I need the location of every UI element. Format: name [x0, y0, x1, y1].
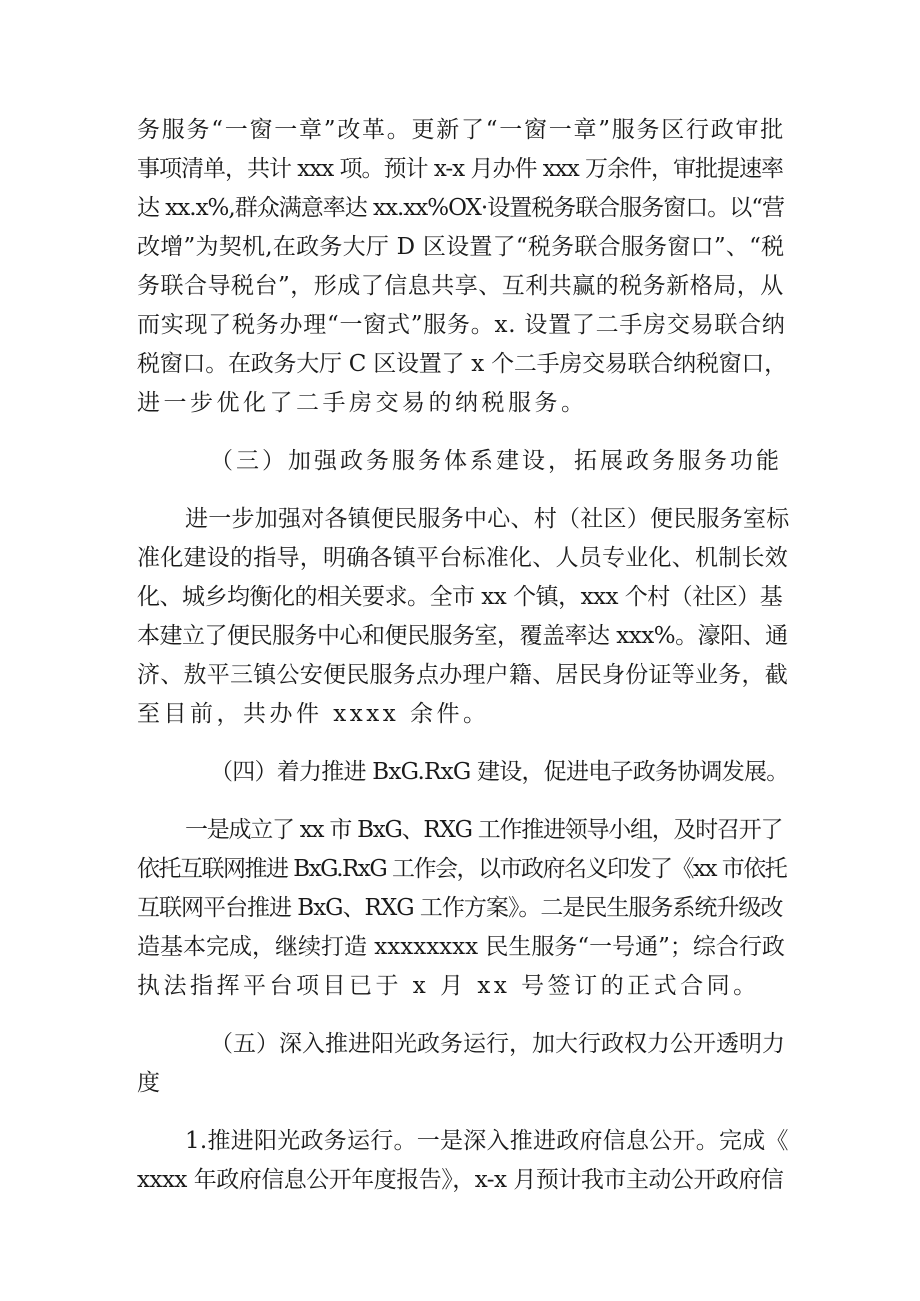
text-line: 执法指挥平台项目已于 x 月 xx 号签订的正式合同。 — [137, 973, 760, 999]
text-line: 化、城乡均衡化的相关要求。全市 xx 个镇，xxx 个村（社区）基 — [137, 584, 783, 610]
text-line: 事项清单，共计 xxx 项。预计 x-x 月办件 xxx 万余件，审批提速率 — [137, 156, 784, 182]
text-line: 进一步加强对各镇便民服务中心、村（社区）便民服务室标 — [185, 506, 790, 532]
text-line: 1.推进阳光政务运行。一是深入推进政府信息公开。完成《 — [185, 1128, 789, 1154]
text-line: 造基本完成，继续打造 xxxxxxxx 民生服务“一号通”；综合行政 — [137, 934, 785, 960]
heading-line: （五）深入推进阳光政务运行，加大行政权力公开透明力 — [210, 1031, 785, 1057]
text-line: 务服务“一窗一章”改革。更新了“一窗一章”服务区行政审批 — [137, 117, 786, 143]
text-line: 改增”为契机,在政务大厅 D 区设置了“税务联合服务窗口”、“税 — [137, 234, 785, 260]
heading-line: 度 — [137, 1070, 164, 1096]
text-line: 准化建设的指导，明确各镇平台标准化、人员专业化、机制长效 — [137, 545, 788, 571]
text-line: 济、敖平三镇公安便民服务点办理户籍、居民身份证等业务，截 — [137, 662, 788, 688]
text-line: 至目前，共办件 xxxx 余件。 — [137, 701, 490, 727]
section-heading-4: （四）着力推进 BxG.RxG 建设，促进电子政务协调发展。 — [210, 759, 789, 785]
section-heading-3: （三）加强政务服务体系建设，拓展政务服务功能 — [210, 448, 782, 474]
text-line: 进一步优化了二手房交易的纳税服务。 — [137, 390, 588, 416]
text-line: 而实现了税务办理“一窗式”服务。x. 设置了二手房交易联合纳 — [137, 312, 786, 338]
text-line: 本建立了便民服务中心和便民服务室，覆盖率达 xxx%。濠阳、通 — [137, 623, 788, 649]
text-line: 互联网平台推进 BxG、RXG 工作方案》。二是民生服务系统升级改 — [137, 895, 783, 921]
text-line: 务联合导税台”，形成了信息共享、互利共赢的税务新格局，从 — [137, 273, 784, 299]
text-line: 依托互联网推进 BxG.RxG 工作会，以市政府名义印发了《xx 市依托 — [137, 856, 787, 882]
text-line: 税窗口。在政务大厅 C 区设置了 x 个二手房交易联合纳税窗口， — [137, 351, 787, 377]
text-line: 达 xx.x%,群众满意率达 xx.xx%OX·设置税务联合服务窗口。以“营 — [137, 195, 784, 221]
text-line: 一是成立了 xx 市 BxG、RXG 工作推进领导小组，及时召开了 — [185, 817, 783, 843]
text-line: xxxx 年政府信息公开年度报告》，x-x 月预计我市主动公开政府信 — [137, 1167, 784, 1193]
